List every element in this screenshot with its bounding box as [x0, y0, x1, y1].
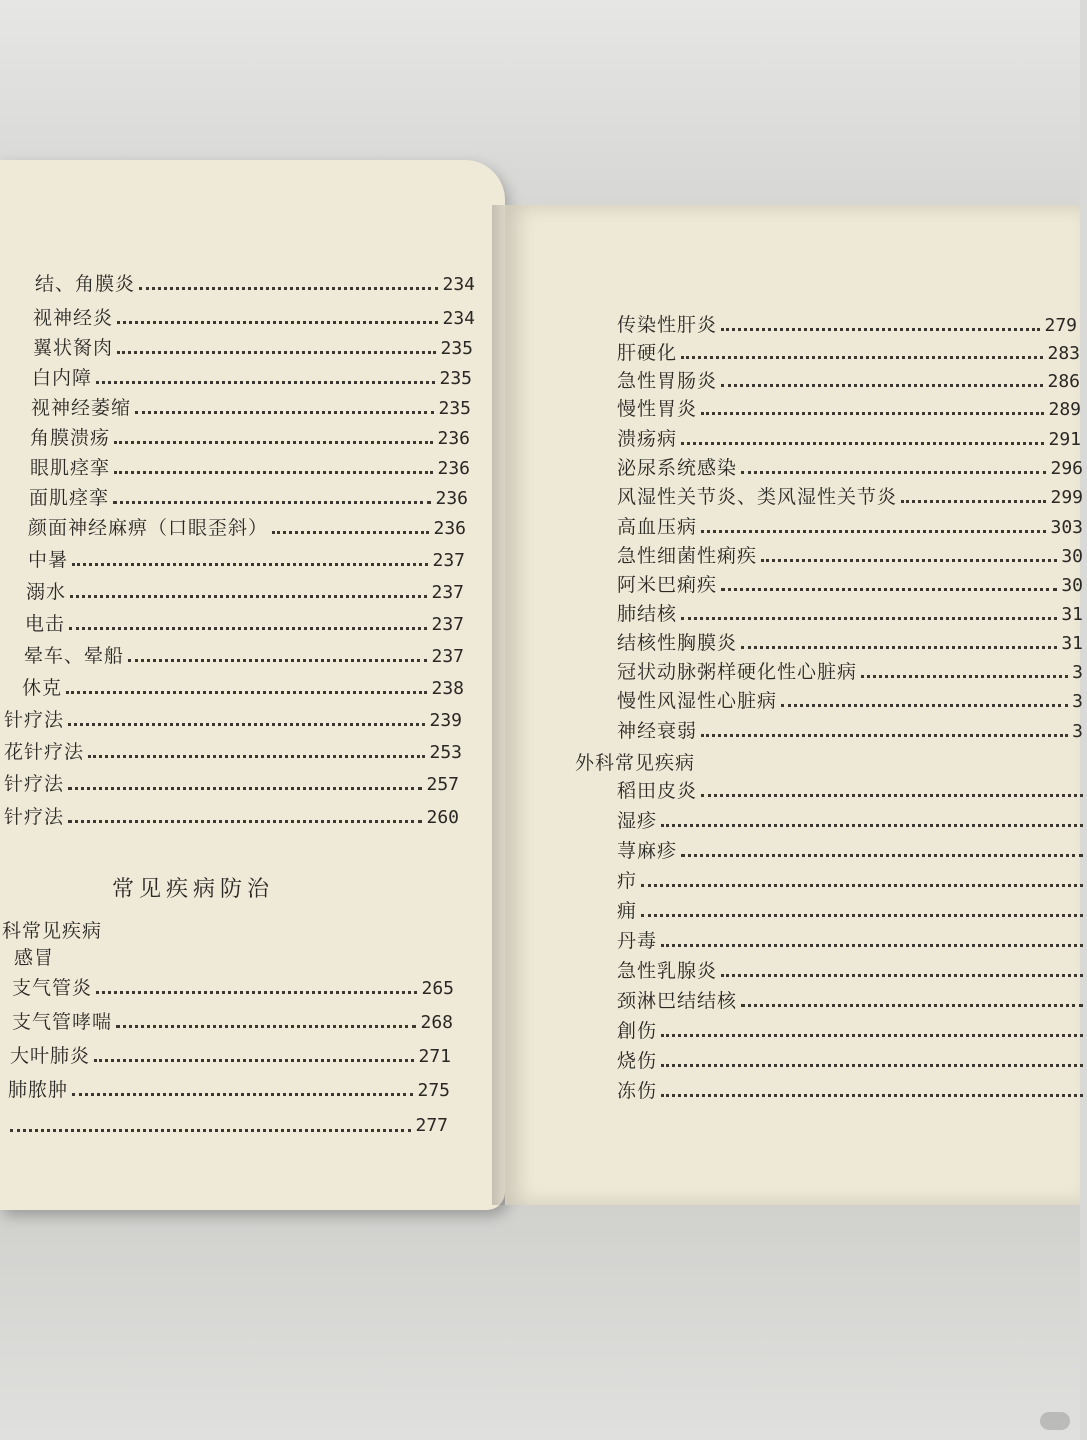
toc-entry[interactable]: 277: [6, 1114, 448, 1138]
toc-entry[interactable]: 眼肌痉挛 236: [30, 457, 470, 479]
toc-entry[interactable]: 荨麻疹: [617, 839, 1087, 863]
toc-entry[interactable]: 感冒: [14, 947, 55, 969]
toc-entry[interactable]: 丹毒: [617, 929, 1087, 953]
toc-entry[interactable]: 面肌痉挛 236: [29, 487, 468, 509]
toc-entry[interactable]: 疖: [617, 869, 1087, 893]
toc-entry[interactable]: 休克 238: [22, 677, 464, 699]
toc-entry[interactable]: 结核性胸膜炎 31: [617, 632, 1083, 654]
toc-entry[interactable]: 痈: [617, 899, 1087, 923]
toc-entry[interactable]: 肺结核 31: [617, 603, 1083, 625]
toc-entry[interactable]: 溃疡病 291: [617, 428, 1081, 450]
toc-entry[interactable]: 风湿性关节炎、类风湿性关节炎 299: [617, 486, 1083, 508]
toc-entry[interactable]: 角膜溃疡 236: [30, 427, 470, 449]
toc-entry[interactable]: 针疗法 239: [4, 709, 462, 731]
toc-entry[interactable]: 视神经炎 234: [33, 307, 475, 329]
toc-entry[interactable]: 晕车、晕船 237: [24, 645, 464, 667]
toc-entry[interactable]: 支气管炎 265: [12, 977, 454, 999]
toc-entry[interactable]: 急性乳腺炎: [617, 959, 1087, 983]
toc-entry[interactable]: 阿米巴痢疾 30: [617, 574, 1083, 596]
toc-entry[interactable]: 中暑 237: [28, 549, 465, 571]
toc-entry[interactable]: 颈淋巴结结核: [617, 989, 1087, 1013]
toc-entry[interactable]: 溺水 237: [26, 581, 464, 603]
toc-entry[interactable]: 针疗法 257: [4, 773, 459, 795]
left-toc: [0, 160, 505, 1210]
toc-entry[interactable]: 白内障 235: [32, 367, 472, 389]
toc-entry[interactable]: 稻田皮炎: [617, 779, 1087, 803]
toc-entry[interactable]: 創伤: [617, 1019, 1087, 1043]
background-bottom: [0, 1180, 1080, 1440]
toc-entry[interactable]: 烧伤: [617, 1049, 1087, 1073]
corner-badge: [1040, 1412, 1070, 1430]
toc-entry[interactable]: 冠状动脉粥样硬化性心脏病 3: [617, 661, 1083, 683]
subsection-title: 科常见疾病: [2, 920, 103, 942]
toc-entry[interactable]: 结、角膜炎 234: [35, 273, 475, 295]
toc-entry[interactable]: 支气管哮喘 268: [12, 1011, 453, 1033]
section-title: 常见疾病防治: [112, 877, 275, 902]
toc-entry[interactable]: 肺脓肿 275: [8, 1079, 450, 1101]
toc-entry[interactable]: 颜面神经麻痹（口眼歪斜） 236: [28, 517, 466, 539]
left-page: [0, 160, 505, 1210]
right-page: [505, 205, 1083, 1205]
toc-entry[interactable]: 神经衰弱 3: [617, 720, 1083, 742]
toc-entry[interactable]: 传染性肝炎 279: [617, 314, 1077, 336]
toc-entry[interactable]: 电击 237: [25, 613, 464, 635]
toc-entry[interactable]: 泌尿系统感染 296: [617, 457, 1083, 479]
toc-entry[interactable]: 大叶肺炎 271: [10, 1045, 451, 1067]
toc-entry[interactable]: 花针疗法 253: [4, 741, 462, 763]
toc-entry[interactable]: 冻伤: [617, 1079, 1087, 1103]
toc-entry[interactable]: 视神经萎缩 235: [31, 397, 471, 419]
toc-entry[interactable]: 肝硬化 283: [617, 342, 1080, 364]
toc-entry[interactable]: 急性细菌性痢疾 30: [617, 545, 1083, 567]
toc-entry[interactable]: 湿疹: [617, 809, 1087, 833]
toc-entry[interactable]: 慢性风湿性心脏病 3: [617, 690, 1083, 712]
toc-entry[interactable]: 慢性胃炎 289: [617, 398, 1081, 420]
toc-entry[interactable]: 针疗法 260: [4, 806, 459, 828]
subsection-title: 外科常见疾病: [575, 752, 696, 774]
toc-entry[interactable]: 翼状胬肉 235: [33, 337, 473, 359]
toc-entry[interactable]: 高血压病 303: [617, 516, 1083, 538]
toc-entry[interactable]: 急性胃肠炎 286: [617, 370, 1080, 392]
right-toc: [505, 205, 1083, 1205]
